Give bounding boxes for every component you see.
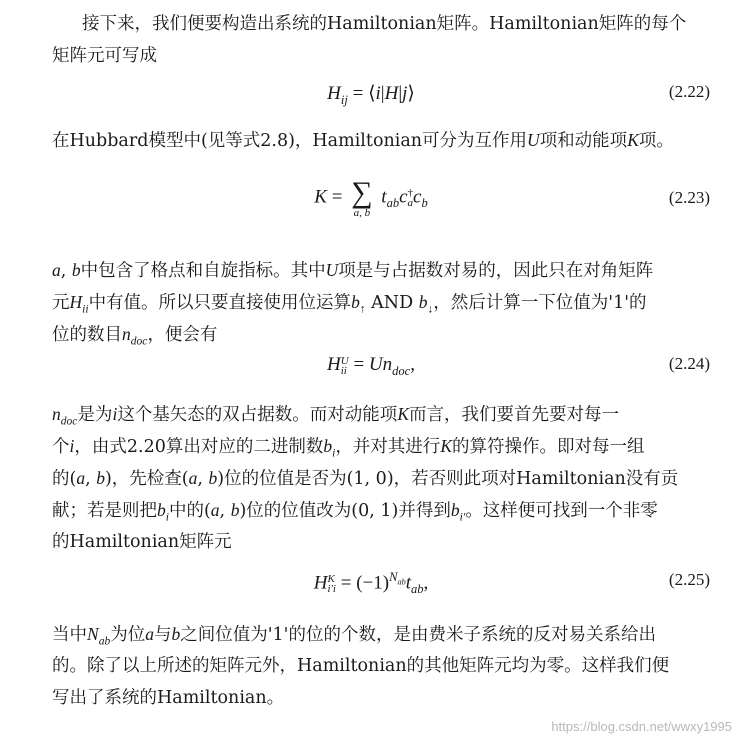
para4-l4e: 。这样便可找到一个非零: [465, 501, 658, 521]
equation-2-22-number: (2.22): [668, 82, 710, 101]
para4-l1c: 而言，我们要首先要对每一: [409, 405, 619, 425]
para4-l4a: 献；若是则把: [52, 501, 157, 521]
para1-line1: 接下来，我们便要构造出系统的Hamiltonian矩阵。Hamiltonian矩阵的每个: [82, 14, 687, 34]
equation-2-24-number: (2.24): [668, 354, 710, 373]
para4-l4d: 并得到: [398, 501, 451, 521]
equation-2-24-math: H U ii = $Un_{doc}$,: [327, 354, 415, 378]
equation-2-22: [0, 80, 742, 110]
para4-line3: 的(a, b)，先检查(a, b)位的位值是否为(1, 0)，若否则此项对Hamiltonian没有贡: [52, 468, 679, 489]
para3-l2b: 中有值。所以只要直接使用位运算: [88, 293, 352, 313]
equation-2-25-number: (2.25): [668, 570, 710, 589]
watermark: https://blog.csdn.net/wwxy1995: [551, 719, 732, 734]
para4-l2a: 个: [52, 437, 70, 457]
para4-line2: 个i，由式2.20算出对应的二进制数$b_i$，并对其进行K的算符操作。即对每一组: [52, 436, 645, 460]
para4-line1: $n_{doc}$是为i这个基矢态的双占据数。而对动能项K而言，我们要首先要对每一: [52, 404, 619, 428]
para3-l1b: 项是与占据数对易的，因此只在对角矩阵: [338, 261, 654, 281]
para1-line2: 矩阵元可写成: [52, 46, 157, 66]
para4-line5: 的Hamiltonian矩阵元: [52, 532, 232, 552]
para3-l2c: AND: [371, 293, 414, 313]
para2-text-pre: 在Hubbard模型中(见等式2.8)，Hamiltonian可分为互作用: [52, 131, 528, 151]
para4-l1b: 这个基矢态的双占据数。而对动能项: [117, 405, 398, 425]
equation-2-22-math: $H_{ij}$ = ⟨i|H|j⟩: [327, 83, 415, 107]
para4-l2c: ，并对其进行: [335, 437, 441, 457]
para3-l1a: 中包含了格点和自旋指标。其中: [80, 261, 326, 281]
para5-line3: 写出了系统的Hamiltonian。: [52, 688, 285, 708]
para5-l1d: 之间位值为'1'的位的个数，是由费米子系统的反对易关系给出: [180, 625, 656, 645]
equation-2-23-number: (2.23): [668, 188, 710, 207]
para5-l1a: 当中: [52, 625, 87, 645]
para3-l3b: ，便会有: [147, 325, 218, 345]
para3-l2a: 元: [52, 293, 70, 313]
sum-symbol: ∑ a, b: [351, 176, 373, 219]
para5-l1b: 为位: [110, 625, 146, 645]
para4-l4b: 中的: [168, 501, 204, 521]
para4-l3b: ，先检查: [111, 469, 182, 489]
equation-2-25-math: H K i′i = $(-1)^{N_{ab}}t_{ab}$,: [313, 570, 429, 597]
para2-text-post: 项。: [638, 131, 674, 151]
para4-l2b: ，由式2.20算出对应的二进制数: [74, 437, 324, 457]
para5-line1: 当中$N_{ab}$为位a与b之间位值为'1'的位的个数，是由费米子系统的反对易关系给出: [52, 624, 656, 648]
para5-line2: 的。除了以上所述的矩阵元外，Hamiltonian的其他矩阵元均为零。这样我们便: [52, 656, 670, 676]
para4-l3c: 位的位值是否为: [224, 469, 347, 489]
para4-l1a: 是为: [77, 405, 113, 425]
para4-l3a: 的: [52, 469, 70, 489]
equation-2-23-math: K = ∑ a, b $t_{ab}c$ † a $c_b$: [314, 176, 428, 219]
para2-line: 在Hubbard模型中(见等式2.8)，Hamiltonian可分为互作用U项和动能项K项。: [52, 130, 674, 151]
para3-line1: a, b中包含了格点和自旋指标。其中U项是与占据数对易的，因此只在对角矩阵: [52, 260, 654, 281]
para3-line3: 位的数目$n_{doc}$，便会有: [52, 324, 218, 348]
para4-l3d: ，若否则此项对Hamiltonian没有贡: [393, 469, 679, 489]
equation-2-25: [0, 568, 742, 598]
para3-l2d: ，然后计算一下位值为'1'的: [433, 293, 647, 313]
para2-text-mid: 项和动能项: [539, 131, 628, 151]
para3-line2: 元$H_{ii}$中有值。所以只要直接使用位运算$b_↑$ AND $b_↓$，然后计算一下位值为'1'的: [52, 292, 647, 316]
para5-l1c: 与: [153, 625, 172, 645]
para4-line4: 献；若是则把$b_i$中的(a, b)位的位值改为(0, 1)并得到$b_{i'}$。这样便可找到一个非零: [52, 500, 658, 524]
para4-l4c: 位的位值改为: [246, 501, 352, 521]
para4-l2d: 的算符操作。即对每一组: [452, 437, 645, 457]
para3-l3a: 位的数目: [52, 325, 122, 345]
equation-2-23: [0, 178, 742, 222]
equation-2-24: [0, 352, 742, 382]
